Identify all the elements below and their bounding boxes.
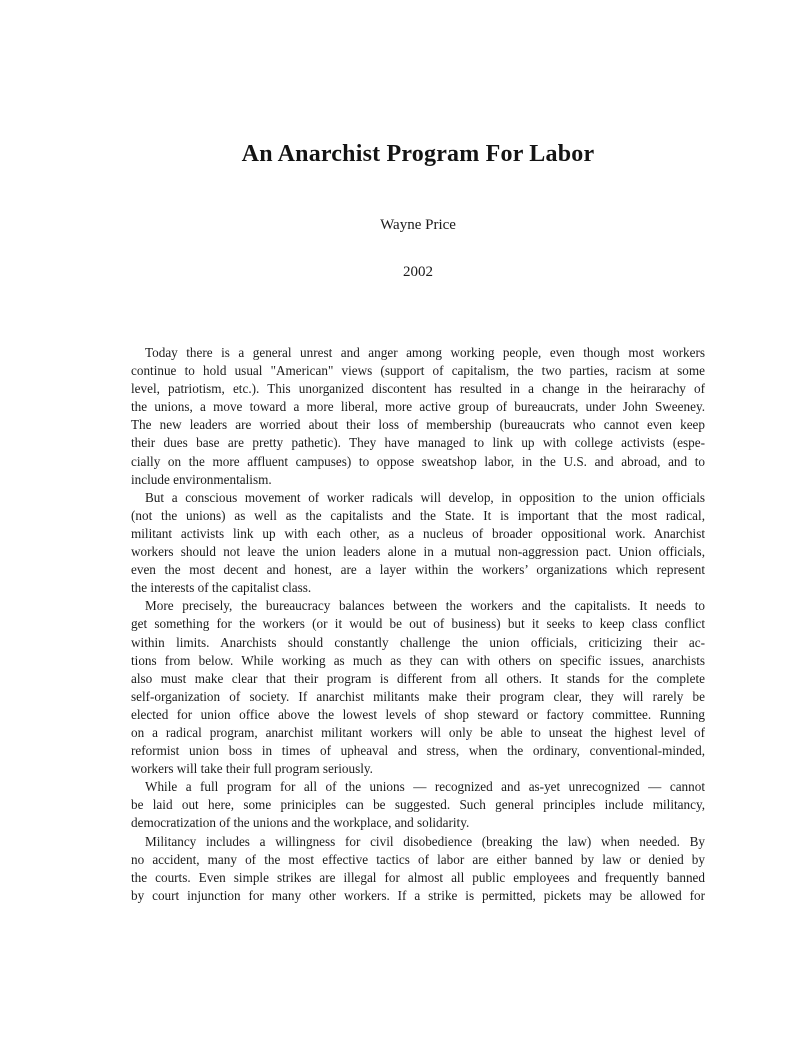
text-line: continue to hold usual "American" views (support of capitalism, the two parties, racism at some bbox=[131, 363, 705, 379]
text-line: reformist union boss in times of upheaval and stress, when the ordinary, conventional-minded, bbox=[131, 743, 705, 759]
text-line: elected for union office above the lowest levels of shop steward or factory committee. Running bbox=[131, 706, 705, 722]
text-line: workers should not leave the union leaders alone in a mutual non-aggression pact. Union officials, bbox=[131, 544, 705, 560]
text-line: Today there is a general unrest and anger among working people, even though most workers bbox=[145, 345, 705, 360]
paragraph bbox=[131, 833, 705, 905]
text-line: the interests of the capitalist class. bbox=[131, 580, 312, 596]
paragraph bbox=[131, 489, 705, 598]
paragraph bbox=[131, 344, 705, 489]
text-line: include environmentalism. bbox=[131, 471, 272, 487]
text-line: But a conscious movement of worker radicals will develop, in opposition to the union officials bbox=[145, 489, 705, 505]
document-title: An Anarchist Program For Labor bbox=[241, 141, 595, 167]
text-line: (not the unions) as well as the capitalists and the State. It is important that the most radical, bbox=[131, 507, 705, 523]
text-line: workers will take their full program seriously. bbox=[131, 761, 373, 777]
text-line: even the most decent and honest, are a layer within the workers’ organizations which represent bbox=[131, 562, 705, 578]
text-line: While a full program for all of the unions — recognized and as-yet unrecognized — cannot bbox=[145, 779, 705, 795]
document-author: Wayne Price bbox=[380, 217, 456, 233]
paragraph bbox=[131, 597, 705, 778]
text-line: get something for the workers (or it would be out of business) but it seeks to keep class conflict bbox=[131, 616, 705, 632]
text-line: the unions, a move toward a more liberal, more active group of bureaucrats, under John Sweeney. bbox=[131, 399, 705, 415]
text-line: no accident, many of the most effective tactics of labor are either banned by law or denied by bbox=[131, 851, 705, 867]
text-line: militant activists link up with each other, as a nucleus of broader oppositional work. Anarchist bbox=[131, 525, 705, 541]
text-line: within limits. Anarchists should constantly challenge the union officials, criticizing their ac- bbox=[131, 634, 705, 650]
text-line: Militancy includes a willingness for civil disobedience (breaking the law) when needed. By bbox=[145, 833, 705, 849]
text-line: level, patriotism, etc.). This unorganized discontent has resulted in a change in the heirarachy of bbox=[131, 381, 705, 397]
text-line: More precisely, the bureaucracy balances between the workers and the capitalists. It needs to bbox=[145, 598, 705, 614]
paragraph bbox=[131, 778, 705, 832]
document-body bbox=[131, 344, 705, 905]
text-line: on a radical program, anarchist militant workers will only be able to unseat the highest level of bbox=[131, 724, 705, 740]
text-line: democratization of the unions and the workplace, and solidarity. bbox=[131, 815, 470, 831]
text-line: cially on the more affluent campuses) to oppose sweatshop labor, in the U.S. and abroad, and to bbox=[131, 453, 705, 469]
text-line: their dues base are pretty pathetic). They have managed to link up with college activists (espe- bbox=[131, 435, 705, 451]
text-line: self-organization of society. If anarchist militants make their program clear, they will rarely be bbox=[131, 688, 705, 704]
text-line: be laid out here, some priniciples can be suggested. Such general principles include militancy, bbox=[131, 797, 705, 813]
text-line: The new leaders are worried about their loss of membership (bureaucrats who cannot even keep bbox=[131, 417, 705, 433]
document-date: 2002 bbox=[403, 264, 433, 280]
text-line: tions from below. While working as much as they can with others on specific issues, anarchists bbox=[131, 652, 705, 668]
text-line: by court injunction for many other workers. If a strike is permitted, pickets may be allowed for bbox=[131, 887, 705, 903]
text-line: the courts. Even simple strikes are illegal for almost all public employees and frequently banned bbox=[131, 869, 705, 885]
text-line: also must make clear that their program is different from all others. It stands for the complete bbox=[131, 670, 705, 686]
